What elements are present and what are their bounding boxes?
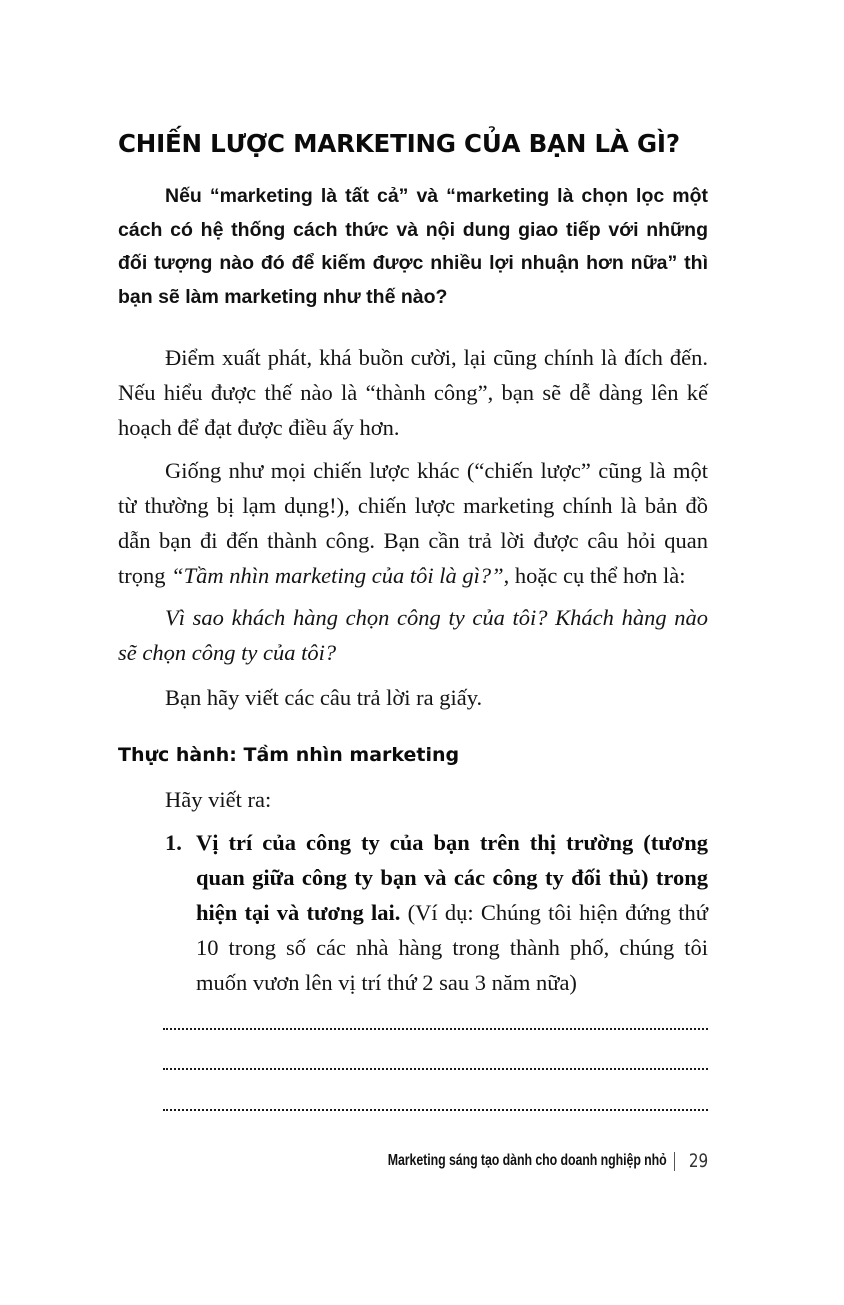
answer-line[interactable]: [163, 1068, 708, 1070]
list-item-number: 1.: [165, 830, 182, 855]
intro-paragraph: Nếu “marketing là tất cả” và “marketing là chọn lọc một cách có hệ thống cách thức và nội dung giao tiếp với những đối tượng nào đó để kiếm được nhiều lợi nhuận hơn nữa” thì bạn sẽ làm marketing như thế nào?: [118, 185, 708, 308]
body-paragraph-2: [118, 453, 708, 593]
footer-divider: [674, 1152, 675, 1171]
paragraph-2-quoted-question: “Tầm nhìn marketing của tôi là gì?”: [171, 563, 504, 588]
section-heading: CHIẾN LƯỢC MARKETING CỦA BẠN LÀ GÌ?: [118, 129, 680, 158]
body-paragraph-4: Bạn hãy viết các câu trả lời ra giấy.: [165, 685, 483, 710]
list-item-text: [196, 825, 708, 1000]
answer-line[interactable]: [163, 1028, 708, 1030]
page-footer: [318, 1150, 708, 1172]
page-number: 29: [688, 1150, 708, 1172]
body-paragraph-1: Điểm xuất phát, khá buồn cười, lại cũng chính là đích đến. Nếu hiểu được thế nào là “thành công”, bạn sẽ dễ dàng lên kế hoạch để đạt được điều ấy hơn.: [118, 345, 708, 440]
paragraph-2-text-start: Giống như mọi chiến lược khác (“chiến lược” cũng là một từ thường bị lạm dụng!), chiến lược marketing chính là bản đồ dẫn bạn đi đến thành công. Bạn cần trả lời được câu hỏi quan trọng: [118, 458, 708, 588]
answer-line[interactable]: [163, 1109, 708, 1111]
list-item-example: (Ví dụ: Chúng tôi hiện đứng thứ 10 trong số các nhà hàng trong thành phố, chúng tôi muốn vươn lên vị trí thứ 2 sau 3 năm nữa): [196, 900, 708, 995]
practice-prompt: Hãy viết ra:: [165, 787, 272, 812]
italic-questions: Vì sao khách hàng chọn công ty của tôi? Khách hàng nào sẽ chọn công ty của tôi?: [118, 605, 708, 665]
list-item-bold-text: Vị trí của công ty của bạn trên thị trường (tương quan giữa công ty bạn và các công ty đối thủ) trong hiện tại và tương lai.: [196, 830, 708, 925]
paragraph-2-text-end: , hoặc cụ thể hơn là:: [503, 563, 686, 588]
practice-heading: Thực hành: Tầm nhìn marketing: [118, 744, 460, 766]
running-footer-title: Marketing sáng tạo dành cho doanh nghiệp nhỏ: [387, 1152, 667, 1169]
